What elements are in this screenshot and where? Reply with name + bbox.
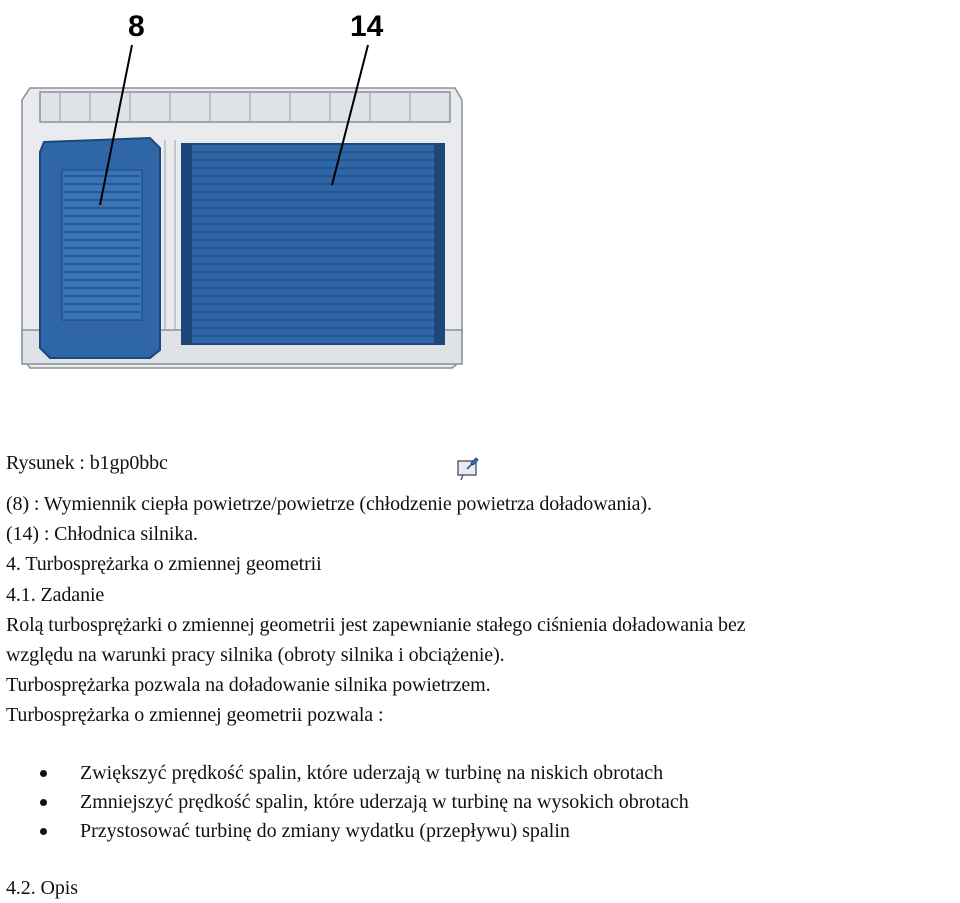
callout-14: 14	[350, 10, 384, 43]
paragraph-line-3: Turbosprężarka pozwala na doładowanie silnika powietrzem.	[6, 674, 491, 696]
figure-caption: Rysunek : b1gp0bbc	[6, 452, 168, 474]
bullet-icon	[40, 828, 47, 835]
paragraph-line-1: Rolą turbosprężarki o zmiennej geometrii jest zapewnianie stałego ciśnienia doładowania bez	[6, 614, 746, 636]
bullet-icon	[40, 799, 47, 806]
intercooler-part-8	[40, 138, 160, 358]
pushpin-note-icon[interactable]	[455, 455, 481, 481]
paragraph-line-4: Turbosprężarka o zmiennej geometrii pozwala :	[6, 704, 384, 726]
legend-line-14: (14) : Chłodnica silnika.	[6, 523, 198, 545]
paragraph-line-2: względu na warunki pracy silnika (obroty silnika i obciążenie).	[6, 644, 505, 666]
legend-line-8: (8) : Wymiennik ciepła powietrze/powietrze (chłodzenie powietrza doładowania).	[6, 493, 652, 515]
bullet-icon	[40, 770, 47, 777]
heading-section-4-1: 4.1. Zadanie	[6, 584, 105, 606]
radiator-part-14	[182, 144, 444, 344]
callout-8: 8	[128, 10, 145, 43]
heading-section-4: 4. Turbosprężarka o zmiennej geometrii	[6, 553, 322, 575]
radiator-illustration	[0, 0, 480, 400]
heading-section-4-2: 4.2. Opis	[6, 877, 78, 899]
